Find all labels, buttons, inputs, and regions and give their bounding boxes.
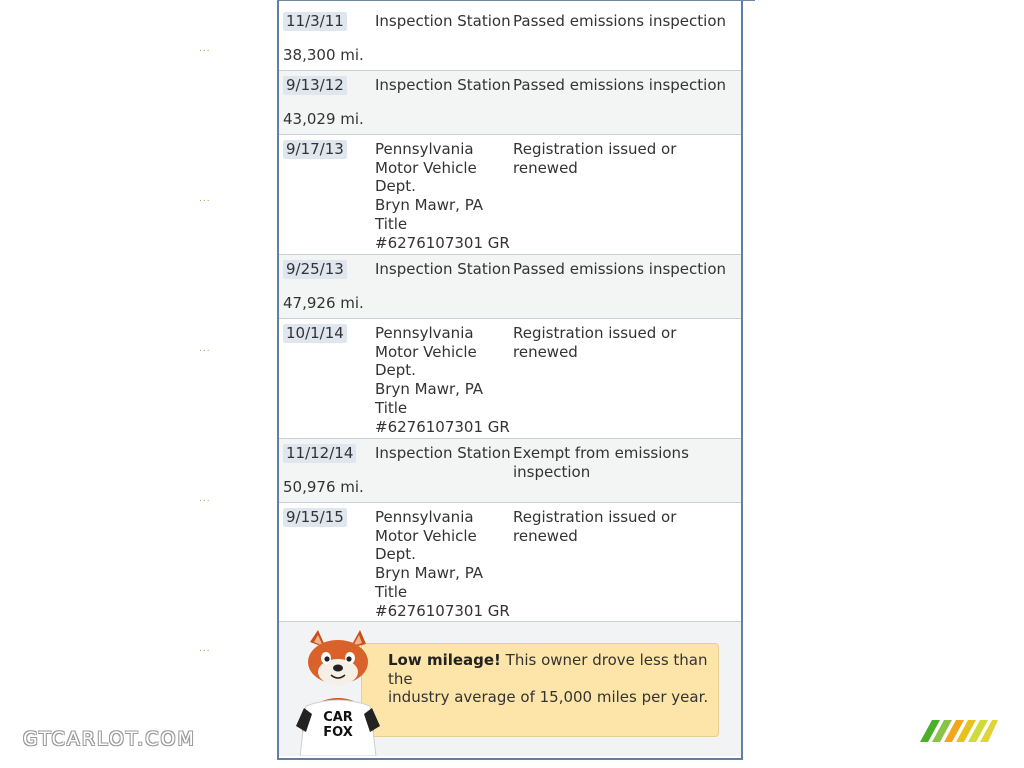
record-comment: Exempt from emissions inspection	[513, 444, 689, 481]
record-mileage: 47,926 mi.	[283, 294, 364, 312]
top-divider	[279, 0, 755, 1]
history-row	[279, 255, 741, 319]
record-comment: Registration issued or renewed	[513, 508, 677, 545]
record-source: Inspection Station	[375, 12, 511, 30]
record-source: Pennsylvania Motor Vehicle Dept. Bryn Mawr, PA Title #6276107301 GR	[375, 140, 510, 252]
record-date: 11/3/11	[283, 12, 347, 31]
mascot-shirt-bottom: FOX	[323, 725, 353, 740]
history-row	[279, 503, 741, 622]
record-date: 9/17/13	[283, 140, 347, 159]
history-row	[279, 7, 741, 71]
callout-headline: Low mileage!	[388, 651, 501, 669]
record-source: Pennsylvania Motor Vehicle Dept. Bryn Mawr, PA Title #6276107301 GR	[375, 324, 510, 436]
side-dots: ...	[199, 194, 211, 204]
record-source: Pennsylvania Motor Vehicle Dept. Bryn Mawr, PA Title #6276107301 GR	[375, 508, 510, 620]
mascot-shirt-top: CAR	[323, 710, 353, 725]
side-dots: ...	[199, 344, 211, 354]
callout-body-2: industry average of 15,000 miles per year.	[388, 688, 709, 707]
site-watermark: GTCARLOT.COM	[23, 728, 196, 750]
record-mileage: 43,029 mi.	[283, 110, 364, 128]
record-source: Inspection Station	[375, 260, 511, 278]
record-date: 9/13/12	[283, 76, 347, 95]
vehicle-history-report	[277, 0, 743, 760]
record-source: Inspection Station	[375, 76, 511, 94]
record-mileage: 50,976 mi.	[283, 478, 364, 496]
callout-body: This owner drove less than the	[388, 651, 708, 688]
side-dots: ...	[199, 644, 211, 654]
callout-text	[388, 651, 712, 707]
history-row	[279, 135, 741, 255]
record-comment: Passed emissions inspection	[513, 260, 727, 278]
record-comment: Passed emissions inspection	[513, 76, 727, 94]
record-date: 10/1/14	[283, 324, 347, 343]
history-row	[279, 71, 741, 135]
record-comment: Passed emissions inspection	[513, 12, 727, 30]
callout-box	[361, 643, 719, 737]
record-date: 11/12/14	[283, 444, 356, 463]
record-comment: Registration issued or renewed	[513, 140, 677, 177]
gtcarlot-logo-icon	[920, 720, 998, 742]
record-source: Inspection Station	[375, 444, 511, 462]
history-row	[279, 439, 741, 503]
carfox-mascot-icon	[288, 628, 388, 756]
record-date: 9/15/15	[283, 508, 347, 527]
side-dots: ...	[199, 494, 211, 504]
record-comment: Registration issued or renewed	[513, 324, 677, 361]
side-dots: ...	[199, 44, 211, 54]
low-mileage-callout	[279, 622, 741, 756]
history-row	[279, 319, 741, 439]
record-mileage: 38,300 mi.	[283, 46, 364, 64]
record-date: 9/25/13	[283, 260, 347, 279]
